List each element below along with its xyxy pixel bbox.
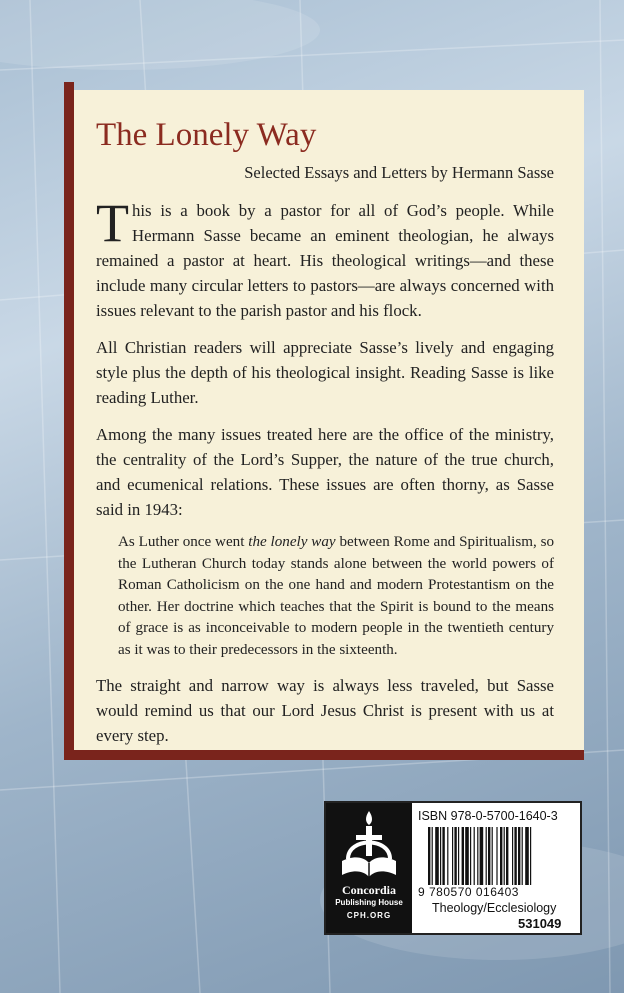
publisher-url: CPH.ORG [346,911,392,920]
barcode-bar [428,827,430,885]
barcode-bar [525,827,529,885]
quote-part-2: between Rome and Spiritualism, so the Lutheran Church today stands alone between the world powers of Roman Catholicism on the one hand and modern Protestantism on the other. Her doctrine which teaches that the Spirit is bound to the means of grace is as inconceivable to modern people in the twentieth century as it was to their predecessors in the sixteenth. [118,534,554,658]
book-subtitle: Selected Essays and Letters by Hermann Sasse [244,163,554,182]
publisher-subname: Publishing House [335,898,403,907]
quote-part-1: As Luther once went [118,534,249,550]
barcode-image [428,827,574,885]
quote-emphasis: the lonely way [248,534,336,550]
barcode-bar [442,827,444,885]
barcode-bar [488,827,490,885]
paragraph-closing: The straight and narrow way is always less traveled, but Sasse would remind us that our Lord Jesus Christ is present with us at every step. [96,676,554,745]
barcode-bar [496,827,497,885]
panel-border-bottom [64,750,584,760]
block-quote [118,532,554,661]
barcode-bar [432,827,433,885]
barcode-bar [522,827,523,885]
barcode-bar [470,827,471,885]
barcode-box [324,801,582,935]
category-label: Theology/Ecclesiology [432,901,557,915]
paragraph-readers: All Christian readers will appreciate Sasse’s lively and engaging style plus the depth of his theological insight. Reading Sasse is like reading Luther. [96,338,554,407]
barcode-bar [435,827,439,885]
publisher-name: Concordia [342,883,396,897]
book-title: The Lonely Way [96,117,317,153]
barcode-bar [458,827,459,885]
paragraph-intro-text: his is a book by a pastor for all of God’s people. While Hermann Sasse became an eminent theologian, he always remained a pastor at heart. His theological writings—and these include many circular letters to pastors—are always concerned with issues relevant to the parish pastor and his flock. [96,201,554,320]
product-code: 531049 [518,916,562,931]
barcode-digits: 9 780570 016403 [418,885,519,899]
barcode-bar [530,827,531,885]
barcode-bar [480,827,484,885]
barcode-bar [512,827,513,885]
candle-cross-book-icon [326,803,412,883]
paragraph-intro [96,193,554,323]
barcode-bar [514,827,516,885]
barcode-bar [506,827,508,885]
barcode-bar [518,827,520,885]
barcode-bar [440,827,441,885]
barcode-bar [474,827,475,885]
barcode-bar [454,827,456,885]
barcode-bar [465,827,469,885]
barcode-bar [504,827,505,885]
barcode-bar [452,827,453,885]
paragraph-issues: Among the many issues treated here are the office of the ministry, the centrality of the Lord’s Supper, the nature of the true church, and ecumenical relations. These issues are often thorny, as Sasse said in 1943: [96,425,554,519]
barcode-bar [477,827,478,885]
barcode-bar [447,827,448,885]
barcode-bar [500,827,502,885]
drop-cap: T [96,193,129,253]
panel-border-left [64,82,74,760]
barcode-bar [462,827,464,885]
description-panel [74,90,584,750]
barcode-bar [492,827,493,885]
barcode-bar [486,827,487,885]
isbn-text: ISBN 978-0-5700-1640-3 [418,809,558,823]
publisher-logo [326,803,412,933]
